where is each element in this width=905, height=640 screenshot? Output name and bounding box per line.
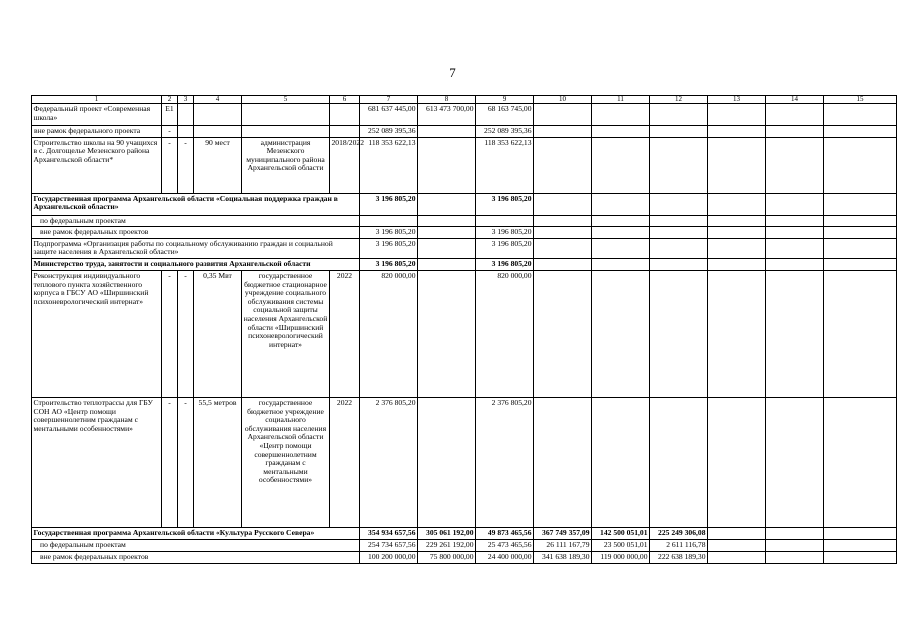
table-row — [32, 215, 897, 227]
cell — [708, 238, 766, 258]
row-title: Государственная программа Архангельской области «Культура Русского Севера» — [32, 527, 360, 539]
table-row — [32, 270, 897, 397]
column-number-row — [32, 96, 897, 104]
column-number: 1 — [32, 96, 162, 104]
cell — [330, 126, 360, 138]
cell — [650, 227, 708, 239]
row-title: Государственная программа Архангельской области «Социальная поддержка граждан в Архангельской области» — [32, 193, 360, 215]
cell — [766, 527, 824, 539]
cell — [242, 104, 330, 126]
column-number: 8 — [418, 96, 476, 104]
cell — [766, 215, 824, 227]
cell-amount: 252 089 395,36 — [476, 126, 534, 138]
cell-amount: 3 196 805,20 — [476, 258, 534, 270]
cell — [592, 126, 650, 138]
cell — [650, 270, 708, 397]
cell-amount: 2 376 805,20 — [360, 397, 418, 527]
column-number: 7 — [360, 96, 418, 104]
column-number: 4 — [194, 96, 242, 104]
cell-capacity: 0,35 Мвт — [194, 270, 242, 397]
row-title: по федеральным проектам — [32, 215, 360, 227]
cell — [418, 193, 476, 215]
table-row — [32, 193, 897, 215]
cell — [708, 539, 766, 551]
cell — [824, 215, 897, 227]
cell — [824, 397, 897, 527]
cell — [592, 215, 650, 227]
table-row — [32, 104, 897, 126]
table-row — [32, 551, 897, 563]
column-number: 9 — [476, 96, 534, 104]
cell — [534, 126, 592, 138]
cell — [418, 258, 476, 270]
cell — [534, 104, 592, 126]
cell — [766, 137, 824, 193]
cell — [650, 258, 708, 270]
column-number: 14 — [766, 96, 824, 104]
cell — [650, 193, 708, 215]
cell-amount: 3 196 805,20 — [360, 227, 418, 239]
cell — [534, 258, 592, 270]
cell — [418, 137, 476, 193]
cell-period: 2022 — [330, 397, 360, 527]
cell — [242, 126, 330, 138]
table-row — [32, 238, 897, 258]
table-row — [32, 126, 897, 138]
row-title: вне рамок федерального проекта — [32, 126, 162, 138]
cell — [708, 126, 766, 138]
cell-amount: 26 111 167,79 — [534, 539, 592, 551]
cell — [534, 397, 592, 527]
cell — [766, 539, 824, 551]
cell — [766, 238, 824, 258]
cell-amount: 118 353 622,13 — [360, 137, 418, 193]
cell — [650, 397, 708, 527]
cell-amount: 118 353 622,13 — [476, 137, 534, 193]
cell — [534, 137, 592, 193]
cell-customer: государственное бюджетное учреждение социального обслуживания населения Архангельской области «Центр помощи совершеннолетним гражданам с ментальными особенностями» — [242, 397, 330, 527]
row-title: вне рамок федеральных проектов — [32, 551, 360, 563]
cell — [766, 258, 824, 270]
cell — [650, 137, 708, 193]
cell — [766, 104, 824, 126]
cell — [534, 215, 592, 227]
cell — [418, 397, 476, 527]
cell-code: - — [162, 137, 178, 193]
cell-amount: 3 196 805,20 — [360, 238, 418, 258]
budget-table — [31, 95, 897, 564]
table-row — [32, 527, 897, 539]
cell-code: - — [178, 270, 194, 397]
cell — [824, 193, 897, 215]
table-row — [32, 227, 897, 239]
cell-amount: 2 611 116,78 — [650, 539, 708, 551]
cell-capacity: 90 мест — [194, 137, 242, 193]
cell — [592, 193, 650, 215]
table-row — [32, 258, 897, 270]
cell — [534, 270, 592, 397]
cell — [592, 270, 650, 397]
cell-amount: 367 749 357,09 — [534, 527, 592, 539]
cell — [476, 215, 534, 227]
cell — [708, 270, 766, 397]
cell — [592, 397, 650, 527]
cell — [766, 193, 824, 215]
column-number: 6 — [330, 96, 360, 104]
cell — [824, 137, 897, 193]
cell — [708, 227, 766, 239]
cell — [708, 137, 766, 193]
cell — [194, 104, 242, 126]
column-number: 3 — [178, 96, 194, 104]
column-number: 10 — [534, 96, 592, 104]
cell — [824, 539, 897, 551]
cell-amount: 3 196 805,20 — [360, 193, 418, 215]
cell — [708, 527, 766, 539]
cell-amount: 142 500 051,01 — [592, 527, 650, 539]
cell — [534, 238, 592, 258]
cell — [592, 227, 650, 239]
cell-amount: 354 934 657,56 — [360, 527, 418, 539]
cell-amount: 681 637 445,00 — [360, 104, 418, 126]
cell-amount: 820 000,00 — [360, 270, 418, 397]
cell-amount: 225 249 306,08 — [650, 527, 708, 539]
table-row — [32, 539, 897, 551]
cell — [650, 104, 708, 126]
cell — [766, 270, 824, 397]
cell — [708, 104, 766, 126]
cell-customer: государственное бюджетное стационарное учреждение социального обслуживания системы социальной защиты населения Архангельской области «Ширшинский психоневрологический интернат» — [242, 270, 330, 397]
cell — [824, 270, 897, 397]
cell — [194, 126, 242, 138]
cell-amount: 222 638 189,30 — [650, 551, 708, 563]
column-number: 13 — [708, 96, 766, 104]
cell — [592, 137, 650, 193]
cell — [592, 104, 650, 126]
cell — [766, 397, 824, 527]
row-title: Реконструкция индивидуального теплового пункта хозяйственного корпуса в ГБСУ АО «Ширшинский психоневрологический интернат» — [32, 270, 162, 397]
row-title: Подпрограмма «Организация работы по социальному обслуживанию граждан и социальной защите населения в Архангельской области» — [32, 238, 360, 258]
cell — [766, 551, 824, 563]
cell — [418, 227, 476, 239]
row-title: по федеральным проектам — [32, 539, 360, 551]
cell-amount: 3 196 805,20 — [360, 258, 418, 270]
cell-capacity: 55,5 метров — [194, 397, 242, 527]
row-title: Строительство школы на 90 учащихся в с. Долгощелье Мезенского района Архангельской области* — [32, 137, 162, 193]
cell — [708, 258, 766, 270]
row-title: Федеральный проект «Современная школа» — [32, 104, 162, 126]
cell-amount: 25 473 465,56 — [476, 539, 534, 551]
column-number: 12 — [650, 96, 708, 104]
cell-code: - — [162, 126, 178, 138]
cell — [824, 126, 897, 138]
cell — [650, 126, 708, 138]
cell — [708, 215, 766, 227]
cell — [824, 527, 897, 539]
cell — [708, 193, 766, 215]
cell-amount: 68 163 745,00 — [476, 104, 534, 126]
cell — [360, 215, 418, 227]
page-number: 7 — [449, 65, 456, 80]
cell — [534, 227, 592, 239]
cell-amount: 254 734 657,56 — [360, 539, 418, 551]
cell — [592, 238, 650, 258]
cell-amount: 49 873 465,56 — [476, 527, 534, 539]
cell — [418, 215, 476, 227]
cell-amount: 100 200 000,00 — [360, 551, 418, 563]
cell — [824, 104, 897, 126]
column-number: 2 — [162, 96, 178, 104]
cell — [178, 126, 194, 138]
cell-code: - — [162, 397, 178, 527]
cell — [824, 238, 897, 258]
row-title: Строительство теплотрассы для ГБУ СОН АО «Центр помощи совершеннолетним гражданам с ментальными особенностями» — [32, 397, 162, 527]
cell-amount: 3 196 805,20 — [476, 238, 534, 258]
cell-amount: 75 800 000,00 — [418, 551, 476, 563]
cell — [178, 104, 194, 126]
cell-amount: 229 261 192,00 — [418, 539, 476, 551]
cell-amount: 2 376 805,20 — [476, 397, 534, 527]
column-number: 11 — [592, 96, 650, 104]
table-row — [32, 397, 897, 527]
cell-code: - — [178, 137, 194, 193]
cell — [592, 258, 650, 270]
cell — [418, 238, 476, 258]
cell-amount: 252 089 395,36 — [360, 126, 418, 138]
cell-customer: администрация Мезенского муниципального района Архангельской области — [242, 137, 330, 193]
cell-amount: 820 000,00 — [476, 270, 534, 397]
cell-code: - — [178, 397, 194, 527]
cell-period: 2022 — [330, 270, 360, 397]
cell — [766, 126, 824, 138]
cell — [708, 551, 766, 563]
cell — [418, 270, 476, 397]
cell-amount: 341 638 189,30 — [534, 551, 592, 563]
cell — [650, 215, 708, 227]
cell — [824, 551, 897, 563]
cell-amount: 613 473 700,00 — [418, 104, 476, 126]
table-row — [32, 137, 897, 193]
column-number: 15 — [824, 96, 897, 104]
cell-amount: 305 061 192,00 — [418, 527, 476, 539]
cell — [418, 126, 476, 138]
cell — [330, 104, 360, 126]
cell-amount: 3 196 805,20 — [476, 227, 534, 239]
cell-amount: 23 500 051,01 — [592, 539, 650, 551]
cell-amount: 3 196 805,20 — [476, 193, 534, 215]
cell — [708, 397, 766, 527]
row-title: Министерство труда, занятости и социального развития Архангельской области — [32, 258, 360, 270]
column-number: 5 — [242, 96, 330, 104]
cell-amount: 24 400 000,00 — [476, 551, 534, 563]
cell-code: - — [162, 270, 178, 397]
cell — [824, 227, 897, 239]
cell — [650, 238, 708, 258]
cell — [766, 227, 824, 239]
cell-code: E1 — [162, 104, 178, 126]
cell-amount: 119 000 000,00 — [592, 551, 650, 563]
cell — [534, 193, 592, 215]
cell-period: 2018/2022 — [330, 137, 360, 193]
row-title: вне рамок федеральных проектов — [32, 227, 360, 239]
cell — [824, 258, 897, 270]
